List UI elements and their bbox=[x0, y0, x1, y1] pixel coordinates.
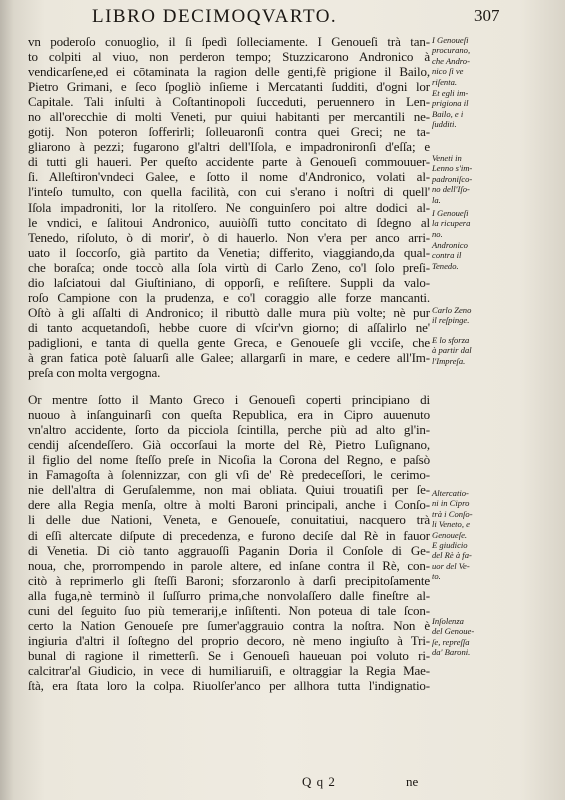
marginal-note-line: l'Impreſa. bbox=[432, 355, 466, 366]
marginal-note-line: à partir dal bbox=[432, 345, 472, 356]
marginal-note bbox=[432, 240, 496, 271]
text-line: Pietro Grimani, e ſeco ſpogliò inſieme i Mercatanti ſudditi, d'ogni lor bbox=[28, 79, 430, 95]
marginal-note-line: Veneti in bbox=[432, 153, 462, 163]
marginal-note-line: la. bbox=[432, 194, 441, 205]
marginal-note-line: prigiona il bbox=[432, 98, 469, 109]
text-line: che boraſca; onde toccò alla ſola virtù di Carlo Zeno, co'l ſolo preſi- bbox=[28, 259, 430, 275]
marginal-note-line: del Genoue- bbox=[432, 626, 475, 637]
marginal-note bbox=[432, 488, 496, 540]
marginal-note-line: procurano, bbox=[432, 45, 471, 56]
marginal-note-line: contra il bbox=[432, 250, 462, 261]
marginal-note-line: no. bbox=[432, 228, 443, 239]
text-line: à gran fatica potè ſaluarſi alle Galee; allargarſi in mare, e cedere all'Im- bbox=[28, 349, 430, 365]
text-line: di tutti gli haueri. Per queſto accidente parte à Genoueſi commouuer- bbox=[28, 154, 430, 170]
main-text-block bbox=[28, 34, 430, 693]
marginal-note-line: E giudicio bbox=[432, 540, 468, 550]
text-line: l'inteſo tumulto, con quella facilità, con cui s'erano i noſtri di quell' bbox=[28, 184, 430, 200]
marginal-note-line: ni in Cipro bbox=[432, 498, 470, 509]
marginal-note bbox=[432, 208, 496, 239]
text-line: ſtà, era ſtata loro la colpa. Riuolſer'anco per allhora tutta l'indignatio- bbox=[28, 677, 430, 693]
marginal-note-line: I Genoueſi bbox=[432, 35, 469, 45]
marginal-note-line: to. bbox=[432, 571, 441, 582]
text-line: vn'altro accidente, ſorto da picciola ſcintilla, perche più ad alto gl'in- bbox=[28, 422, 430, 438]
text-line: padiglioni, e tanta di quella gente Greca, e Genoueſe gli vcciſe, che bbox=[28, 334, 430, 350]
running-title: LIBRO DECIMOQVARTO. bbox=[92, 6, 338, 27]
paragraph-gap bbox=[28, 380, 430, 392]
paragraph bbox=[28, 34, 430, 380]
paragraph bbox=[28, 392, 430, 693]
marginal-note bbox=[432, 335, 496, 366]
text-line: le vndici, e ſalitoui Andronico, auuiòſſi tutto concitato di ſdegno al bbox=[28, 214, 430, 230]
marginal-note-line: nico ſi ve bbox=[432, 66, 464, 77]
marginal-note-line: ſe, repreſſa bbox=[432, 636, 470, 647]
text-line: gliarono à pezzi; fugarono gl'altri dell'Iſola, e impadronironſi d'eſſa; e bbox=[28, 139, 430, 155]
marginal-note-line: la ricupera bbox=[432, 218, 471, 229]
text-line: nuouo à inſanguinarſi con queſta Republica, era in Cipro auuenuto bbox=[28, 407, 430, 423]
marginal-note-line: Genoueſe. bbox=[432, 529, 468, 540]
text-line: in Famagoſta à ſolennizzar, con gli vſi de' Rè predeceſſori, le cerimo- bbox=[28, 467, 430, 483]
marginal-note-line: il reſpinge. bbox=[432, 315, 470, 326]
marginal-note-line: del Rè à fa- bbox=[432, 550, 472, 561]
text-line: di tanto acquetandoſi, hebbe cuore di vſcir'vn giorno; di aſſalirlo ne' bbox=[28, 319, 430, 335]
text-line: calcitrar'al Giudicio, in vece di humiliaruiſi, e oltraggiar la Regia Mae- bbox=[28, 662, 430, 678]
marginal-note-line: li Veneto, e bbox=[432, 519, 470, 530]
marginal-note-line: che Andro- bbox=[432, 55, 470, 66]
text-line: citò à reprimerlo gli ſteſſi Baroni; sforzaronlo à darſi precipitoſamente bbox=[28, 572, 430, 588]
page-header bbox=[0, 2, 565, 30]
text-line: no all'orecchie di molti Veneti, pur quiui habitanti per mercantili ne- bbox=[28, 109, 430, 125]
marginal-note bbox=[432, 616, 496, 658]
text-line: Oſtò à gli aſſalti di Andronico; il ributtò dalle mura più volte; nè pur bbox=[28, 304, 430, 320]
marginal-note-line: Tenedo. bbox=[432, 260, 459, 271]
text-line: dio laſciatoui dal Giuſtiniano, di opporſi, e reſiſtere. Suppli da valo- bbox=[28, 274, 430, 290]
text-line: ſi. Alleſtiron'vndeci Galee, e ſotto il nome d'Andronico, volati al- bbox=[28, 169, 430, 185]
text-line: dere alla Regia menſa, oltre à molti Baroni principali, anche i Conſo- bbox=[28, 497, 430, 513]
marginal-note bbox=[432, 88, 496, 130]
text-line: roſo Campione con la prudenza, e co'l coraggio alle forze mancanti. bbox=[28, 289, 430, 305]
marginal-note-line: Lenno s'im- bbox=[432, 163, 473, 174]
text-line: cuni del ſeguito ſuo più temerarij,e inſiſtenti. Non poteua di tale ſcon- bbox=[28, 602, 430, 618]
text-line: preſa con molta vergogna. bbox=[28, 365, 161, 381]
marginal-note-line: Andronico bbox=[432, 240, 468, 250]
text-line: il figlio del nome ſteſſo preſe in Nicoſia la Corona del Regno, e paſsò bbox=[28, 452, 430, 468]
text-line: uato il ſoccorſo, già partito da Venetia; differito, viaggiando,da qual- bbox=[28, 244, 430, 260]
text-line: Iſola impadroniti, lor la ritolſero. Ne conguinſero poi altre dodici al- bbox=[28, 199, 430, 215]
marginal-note-line: riſenta. bbox=[432, 76, 458, 87]
text-line: vendicarſene,ed ei cōtaminata la ragion delle genti,fè prigione il Bailo, bbox=[28, 64, 430, 80]
marginal-note-line: Carlo Zeno bbox=[432, 305, 472, 315]
text-line: Tenedo, riſoluto, ò di morir', ò di hauerlo. Non v'era per anco arri- bbox=[28, 229, 430, 245]
text-line: noua, che, prorrompendo in parole altere, ed inſane contra il Rè, con- bbox=[28, 557, 430, 573]
marginal-note-line: uor del Ve- bbox=[432, 560, 470, 571]
marginal-note-line: Bailo, e i bbox=[432, 108, 464, 119]
marginal-note-line: Inſolenza bbox=[432, 616, 464, 626]
text-line: bunal di ragione il rimetterſi. Se i Genoueſi haueuan poi voluto ri- bbox=[28, 647, 430, 663]
marginal-note-line: padroniſco- bbox=[432, 173, 473, 184]
marginal-note-line: I Genoueſi bbox=[432, 208, 469, 218]
marginal-note bbox=[432, 540, 496, 582]
marginal-note-line: Et egli im- bbox=[432, 88, 469, 98]
text-line: to colpiti al viuo, non perderon tempo; Stuzzicarono Andronico à bbox=[28, 49, 430, 65]
text-line: li delle due Nationi, Veneta, e Genoueſe, conuitatiui, nacquero trà bbox=[28, 512, 430, 528]
text-line: gotij. Non poteron ſofferirli; ſolleuaronſi contra quei Greci; ne ta- bbox=[28, 124, 430, 140]
spine-shadow bbox=[0, 0, 14, 800]
catchword: ne bbox=[406, 774, 419, 789]
text-line: vn poderoſo conuoglio, il ſi ſpedì ſolleciamente. I Genoueſi trà tan- bbox=[28, 34, 430, 49]
text-line: Capitale. Tali inſulti à Coſtantinopoli ſucceduti, peruennero in Len- bbox=[28, 94, 430, 110]
marginal-note-line: da' Baroni. bbox=[432, 647, 471, 658]
text-line: di eſſi altercate diſpute di precedenza, e furono deciſe dal Rè in fauor bbox=[28, 527, 430, 543]
text-line: ingiuria d'altri il ſoſtegno del proprio decoro, nè meno ingiuſto à Tri- bbox=[28, 632, 430, 648]
marginal-note-line: trà i Conſo- bbox=[432, 508, 473, 519]
marginal-note bbox=[432, 305, 496, 326]
marginal-note bbox=[432, 35, 496, 87]
marginal-note-line: E lo sforza bbox=[432, 335, 470, 345]
marginal-note-line: no dell'Iſo- bbox=[432, 184, 470, 195]
text-line: alla fuga,nè terminò il ſuſſurro prima,che nonvolaſſero dalle fineſtre al- bbox=[28, 587, 430, 603]
marginal-note-line: Altercatio- bbox=[432, 488, 469, 498]
marginal-note-line: ſudditi. bbox=[432, 119, 457, 130]
text-line: nie dell'altra di Geruſalemme, non mai obliata. Quiui trouatiſi per ſe- bbox=[28, 482, 430, 498]
text-line: Or mentre ſotto il Manto Greco i Genoueſi coperti principiano di bbox=[28, 392, 430, 408]
text-line: certo la Nation Genoueſe pre ſumer'aggrauio contra la noſtra. Non è bbox=[28, 617, 430, 633]
text-line: cendij aſcendeſſero. Già occorſaui la morte del Rè, Pietro Luſignano, bbox=[28, 437, 430, 453]
page-number: 307 bbox=[474, 6, 500, 25]
marginal-note bbox=[432, 153, 496, 205]
text-line: di Venetia. Di ciò tanto aggrauoſſi Paganin Doria il Conſole di Ge- bbox=[28, 542, 430, 558]
signature-mark: Q q 2 bbox=[302, 774, 336, 789]
